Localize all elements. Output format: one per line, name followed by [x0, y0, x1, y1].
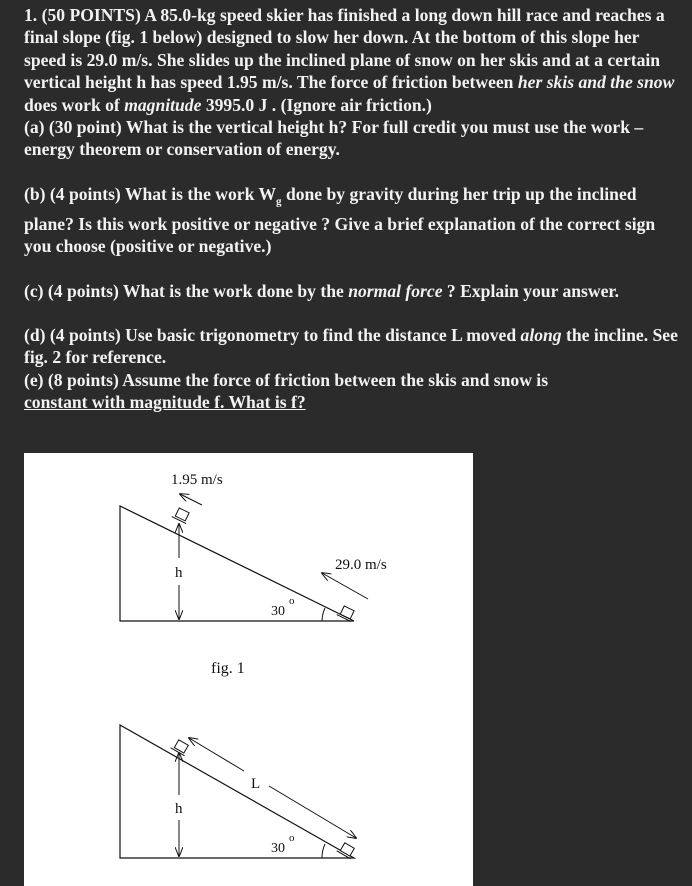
fig2-incline-triangle: [120, 725, 354, 858]
figures-svg: [24, 453, 473, 886]
fig2-diagram: [120, 725, 356, 859]
fig2-angle-label: 30: [271, 841, 285, 856]
fig1-skier-top-icon: [172, 507, 191, 524]
fig1-velocity-bottom-arrow: [322, 573, 368, 599]
fig2-angle-arc: [322, 844, 325, 858]
part-b: (b) (4 points) What is the work $W_g$ done by gravity during her trip up the inclined plane? Is this work positive or negative ? Give a brief explanation of the correct sign you choose (positive or negative.): [24, 183, 656, 257]
fig1-velocity-top-arrow: [180, 494, 202, 505]
figure-panel: [24, 453, 473, 886]
fig1-speed-top-label: 1.95 m/s: [171, 472, 223, 488]
fig2-angle-degree: o: [289, 832, 295, 844]
fig1-caption: fig. 1: [211, 660, 245, 677]
fig1-angle-label: 30: [271, 604, 285, 619]
fig1-incline-triangle: [120, 506, 354, 621]
fig2-distance-label: L: [251, 776, 261, 792]
fig2-distance-arrow-up: [189, 738, 244, 771]
fig1-height-label: h: [175, 565, 183, 581]
fig1-diagram: [120, 472, 387, 677]
problem-header: 1. (50 POINTS): [24, 5, 141, 25]
fig1-skier-bottom-icon: [337, 605, 356, 622]
problem-intro: 1. (50 POINTS) A 85.0-kg speed skier has finished a long down hill race and reaches a final slope (fig. 1 below) designed to slow her down. At the bottom of this slope her speed is 29.0 m/s. She slides up the inclined plane of snow on her skis and at a certain vertical height h has speed 1.95 m/s. The force of friction between her skis and the snow does work of magnitude 3995.0 J . (Ignore air friction.): [24, 5, 675, 115]
fig2-distance-arrow-down: [269, 786, 356, 838]
part-d: (d) (4 points) Use basic trigonometry to find the distance L moved along the incline. See fig. 2 for reference.: [24, 324, 678, 368]
fig1-speed-bottom-label: 29.0 m/s: [335, 557, 387, 573]
fig2-height-label: h: [175, 801, 183, 817]
fig1-angle-arc: [322, 608, 325, 621]
fig2-skier-top-icon: [171, 738, 190, 756]
part-a: (a) (30 point) What is the vertical height h? For full credit you must use the work – energy theorem or conservation of energy.: [24, 117, 644, 160]
fig1-angle-degree: o: [289, 595, 295, 607]
part-e: (e) (8 points) Assume the force of friction between the skis and snow is constant with magnitude f. What is f?: [24, 369, 549, 413]
part-c: (c) (4 points) What is the work done by the normal force ? Explain your answer.: [24, 280, 620, 301]
problem-text: [24, 4, 684, 414]
